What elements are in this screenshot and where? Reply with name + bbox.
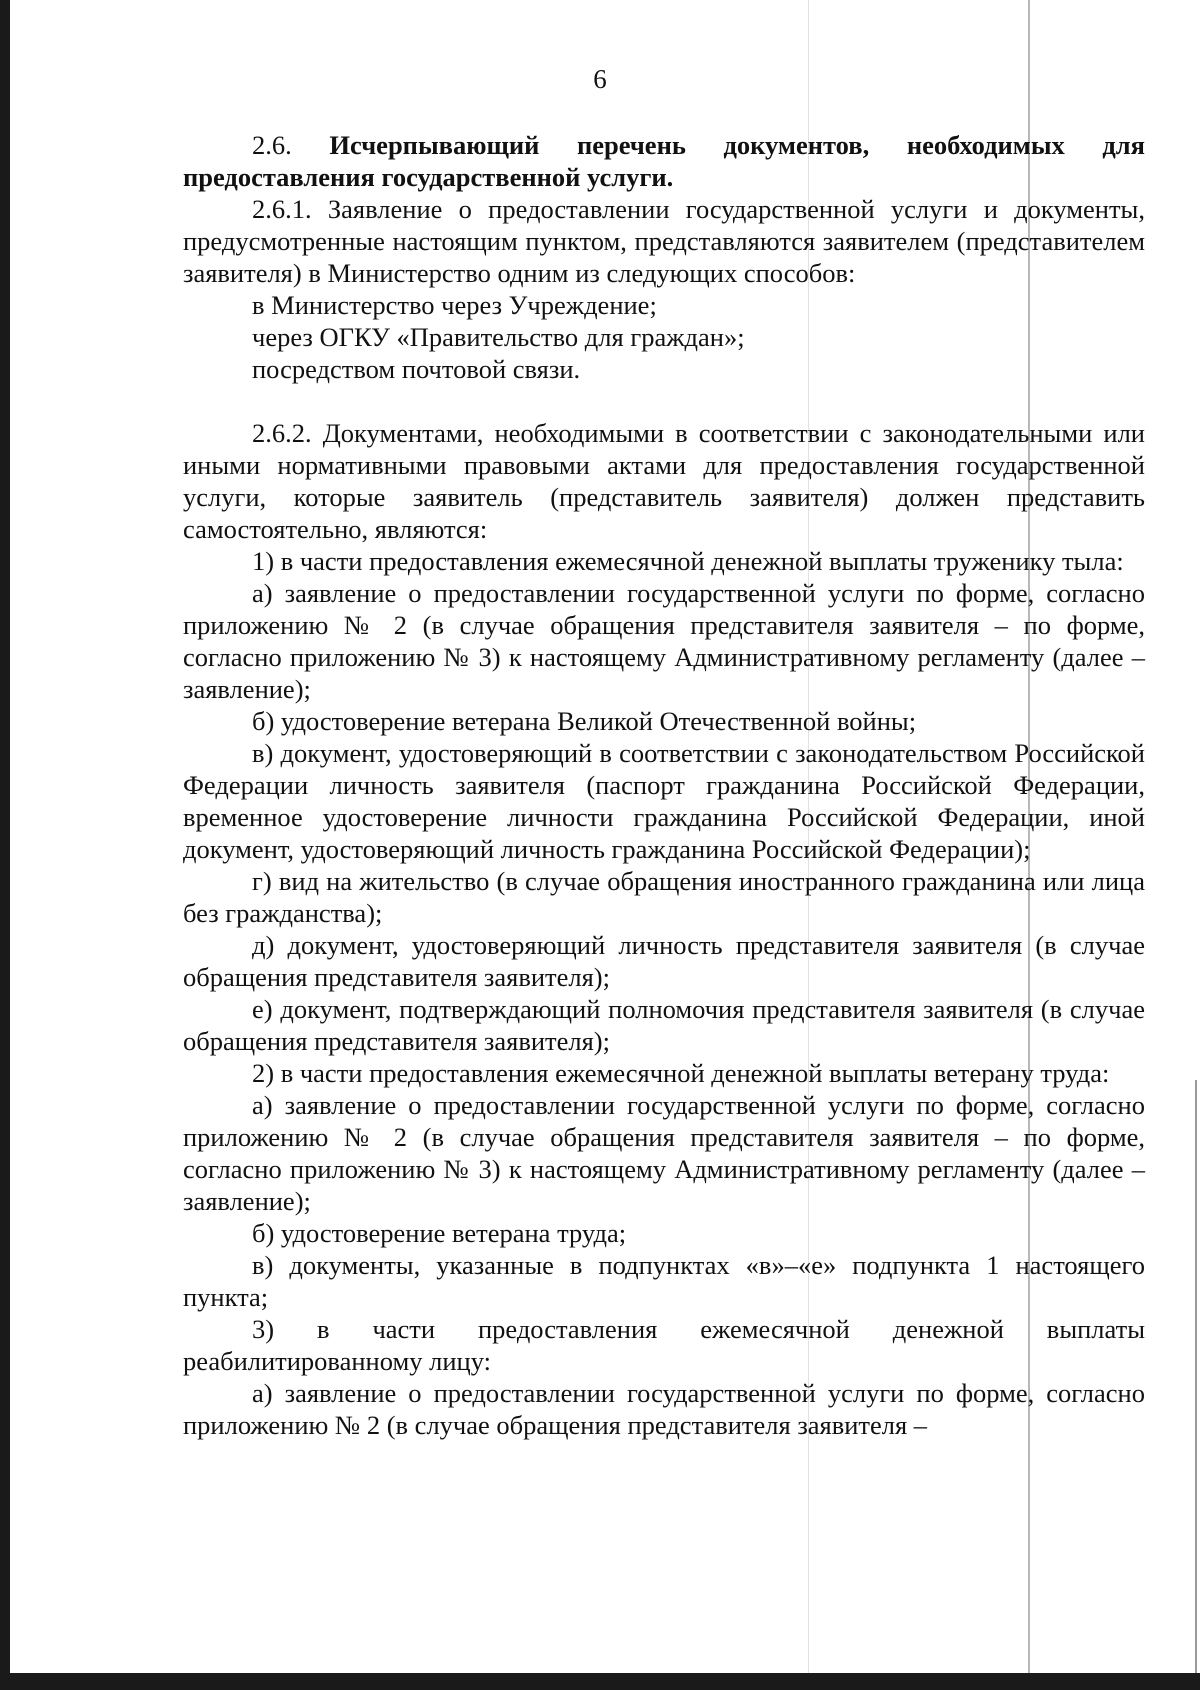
paragraph: в) документ, удостоверяющий в соответствии с законодательством Российской Федерации личность заявителя (паспорт гражданина Российской Федерации, временное удостоверение личности гражданина Российской Федерации, иной документ, удостоверяющий личность гражданина Российской Федерации); xyxy=(183,738,1145,864)
paragraph: г) вид на жительство (в случае обращения иностранного гражданина или лица без гражданства); xyxy=(183,866,1145,928)
paragraph: 3) в части предоставления ежемесячной денежной выплаты реабилитированному лицу: xyxy=(183,1314,1145,1376)
paragraph: 2.6.1. Заявление о предоставлении государственной услуги и документы, предусмотренные настоящим пунктом, представляются заявителем (представителем заявителя) в Министерство одним из следующих способов: xyxy=(183,194,1145,288)
scan-edge-line xyxy=(1195,1080,1197,1673)
paragraph: через ОГКУ «Правительство для граждан»; xyxy=(252,322,745,352)
section-title: Исчерпывающий перечень документов, необходимых для предоставления государственной услуги. xyxy=(183,130,1146,192)
paragraph: 2) в части предоставления ежемесячной денежной выплаты ветерану труда: xyxy=(252,1058,1110,1088)
paragraph: а) заявление о предоставлении государственной услуги по форме, согласно приложению № 2 (в случае обращения представителя заявителя – xyxy=(183,1378,1145,1440)
section-heading xyxy=(183,129,1145,193)
section-number: 2.6. xyxy=(252,130,292,160)
blank-line xyxy=(183,385,1145,417)
document-body xyxy=(183,129,1145,1441)
paragraph: е) документ, подтверждающий полномочия представителя заявителя (в случае обращения представителя заявителя); xyxy=(183,994,1145,1056)
paragraph: а) заявление о предоставлении государственной услуги по форме, согласно приложению № 2 (в случае обращения представителя заявителя – по форме, согласно приложению № 3) к настоящему Административному регламенту (далее – заявление); xyxy=(183,1090,1145,1216)
paragraph: б) удостоверение ветерана Великой Отечественной войны; xyxy=(252,706,917,736)
scan-bottom-border xyxy=(0,1673,1200,1690)
scan-left-border xyxy=(0,0,10,1690)
paragraph: д) документ, удостоверяющий личность представителя заявителя (в случае обращения представителя заявителя); xyxy=(183,930,1145,992)
paragraph: 1) в части предоставления ежемесячной денежной выплаты труженику тыла: xyxy=(252,546,1124,576)
paragraph: а) заявление о предоставлении государственной услуги по форме, согласно приложению № 2 (в случае обращения представителя заявителя – по форме, согласно приложению № 3) к настоящему Административному регламенту (далее – заявление); xyxy=(183,578,1145,704)
paragraph: в) документы, указанные в подпунктах «в»–«е» подпункта 1 настоящего пункта; xyxy=(183,1250,1145,1312)
paragraph: посредством почтовой связи. xyxy=(252,354,581,384)
paragraph: в Министерство через Учреждение; xyxy=(252,290,657,320)
page-number: 6 xyxy=(593,64,607,94)
paragraph: 2.6.2. Документами, необходимыми в соответствии с законодательными или иными нормативными правовыми актами для предоставления государственной услуги, которые заявитель (представитель заявителя) должен представить самостоятельно, являются: xyxy=(183,418,1145,544)
paragraph: б) удостоверение ветерана труда; xyxy=(252,1218,627,1248)
